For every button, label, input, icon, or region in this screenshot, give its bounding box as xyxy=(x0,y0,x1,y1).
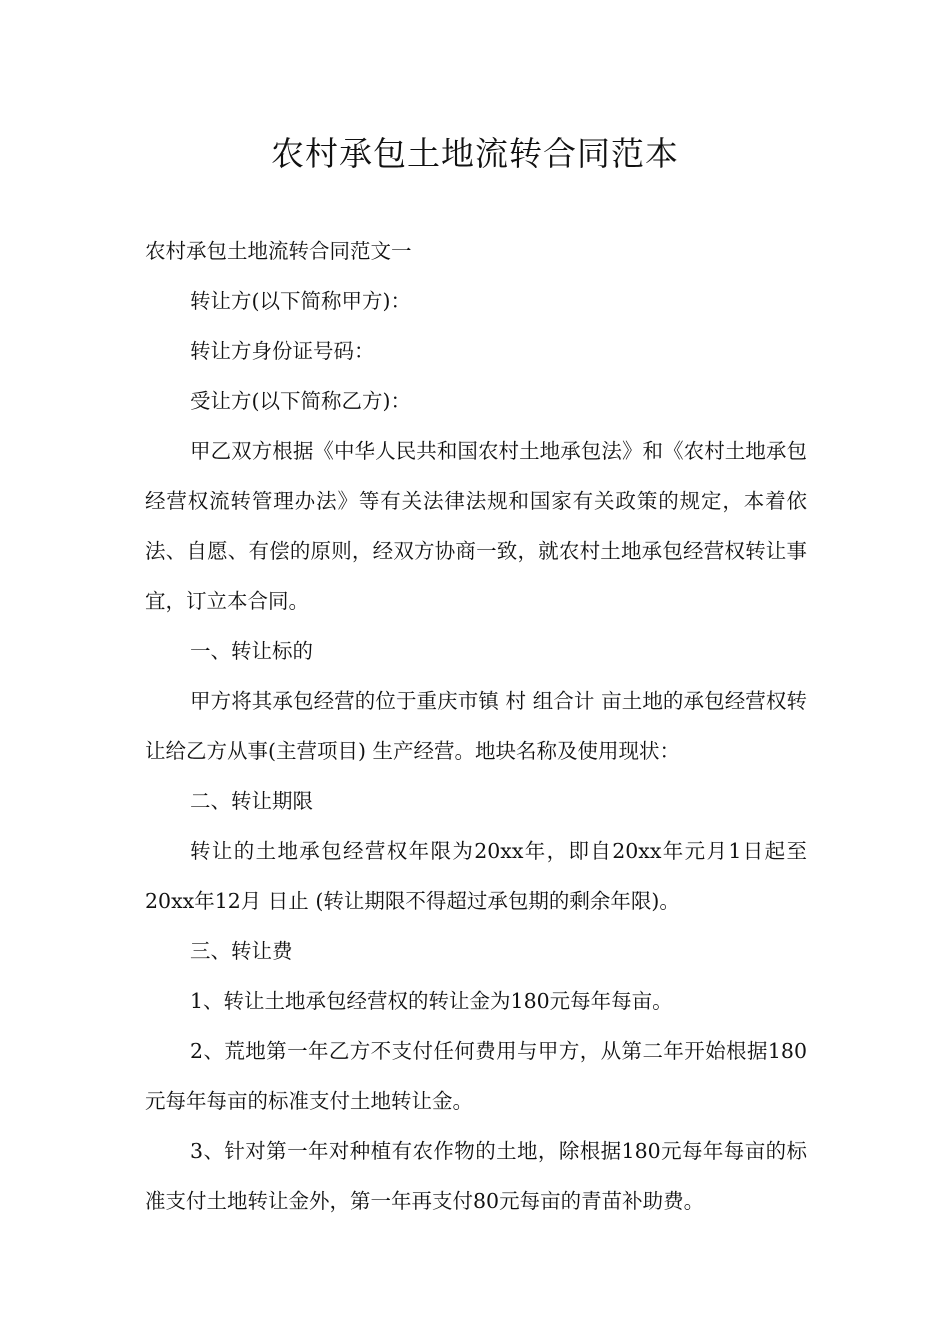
document-title: 农村承包土地流转合同范本 xyxy=(271,134,679,173)
fee-item-2: 2、荒地第一年乙方不支付任何费用与甲方，从第二年开始根据180元每年每亩的标准支付土地转让金。 xyxy=(145,1039,807,1113)
document-subtitle: 农村承包土地流转合同范文一 xyxy=(145,239,412,263)
fee-item-3: 3、针对第一年对种植有农作物的土地，除根据180元每年每亩的标准支付土地转让金外，第一年再支付80元每亩的青苗补助费。 xyxy=(145,1139,807,1213)
document-body xyxy=(145,226,807,1226)
section-heading-fee: 三、转让费 xyxy=(190,939,293,963)
preamble-paragraph: 甲乙双方根据《中华人民共和国农村土地承包法》和《农村土地承包经营权流转管理办法》等有关法律法规和国家有关政策的规定，本着依法、自愿、有偿的原则，经双方协商一致，就农村土地承包经营权转让事宜，订立本合同。 xyxy=(145,439,807,613)
term-paragraph: 转让的土地承包经营权年限为20xx年，即自20xx年元月1日起至20xx年12月 日止 (转让期限不得超过承包期的剩余年限)。 xyxy=(145,839,807,913)
section-heading-term: 二、转让期限 xyxy=(190,789,313,813)
party-a-line: 转让方(以下简称甲方)： xyxy=(190,289,411,313)
party-b-line: 受让方(以下简称乙方)： xyxy=(190,389,411,413)
section-heading-subject: 一、转让标的 xyxy=(190,639,313,663)
fee-item-1: 1、转让土地承包经营权的转让金为180元每年每亩。 xyxy=(190,989,673,1013)
subject-paragraph: 甲方将其承包经营的位于重庆市镇 村 组合计 亩土地的承包经营权转让给乙方从事(主营项目) 生产经营。地块名称及使用现状： xyxy=(145,689,807,763)
party-a-id-line: 转让方身份证号码： xyxy=(190,339,375,363)
